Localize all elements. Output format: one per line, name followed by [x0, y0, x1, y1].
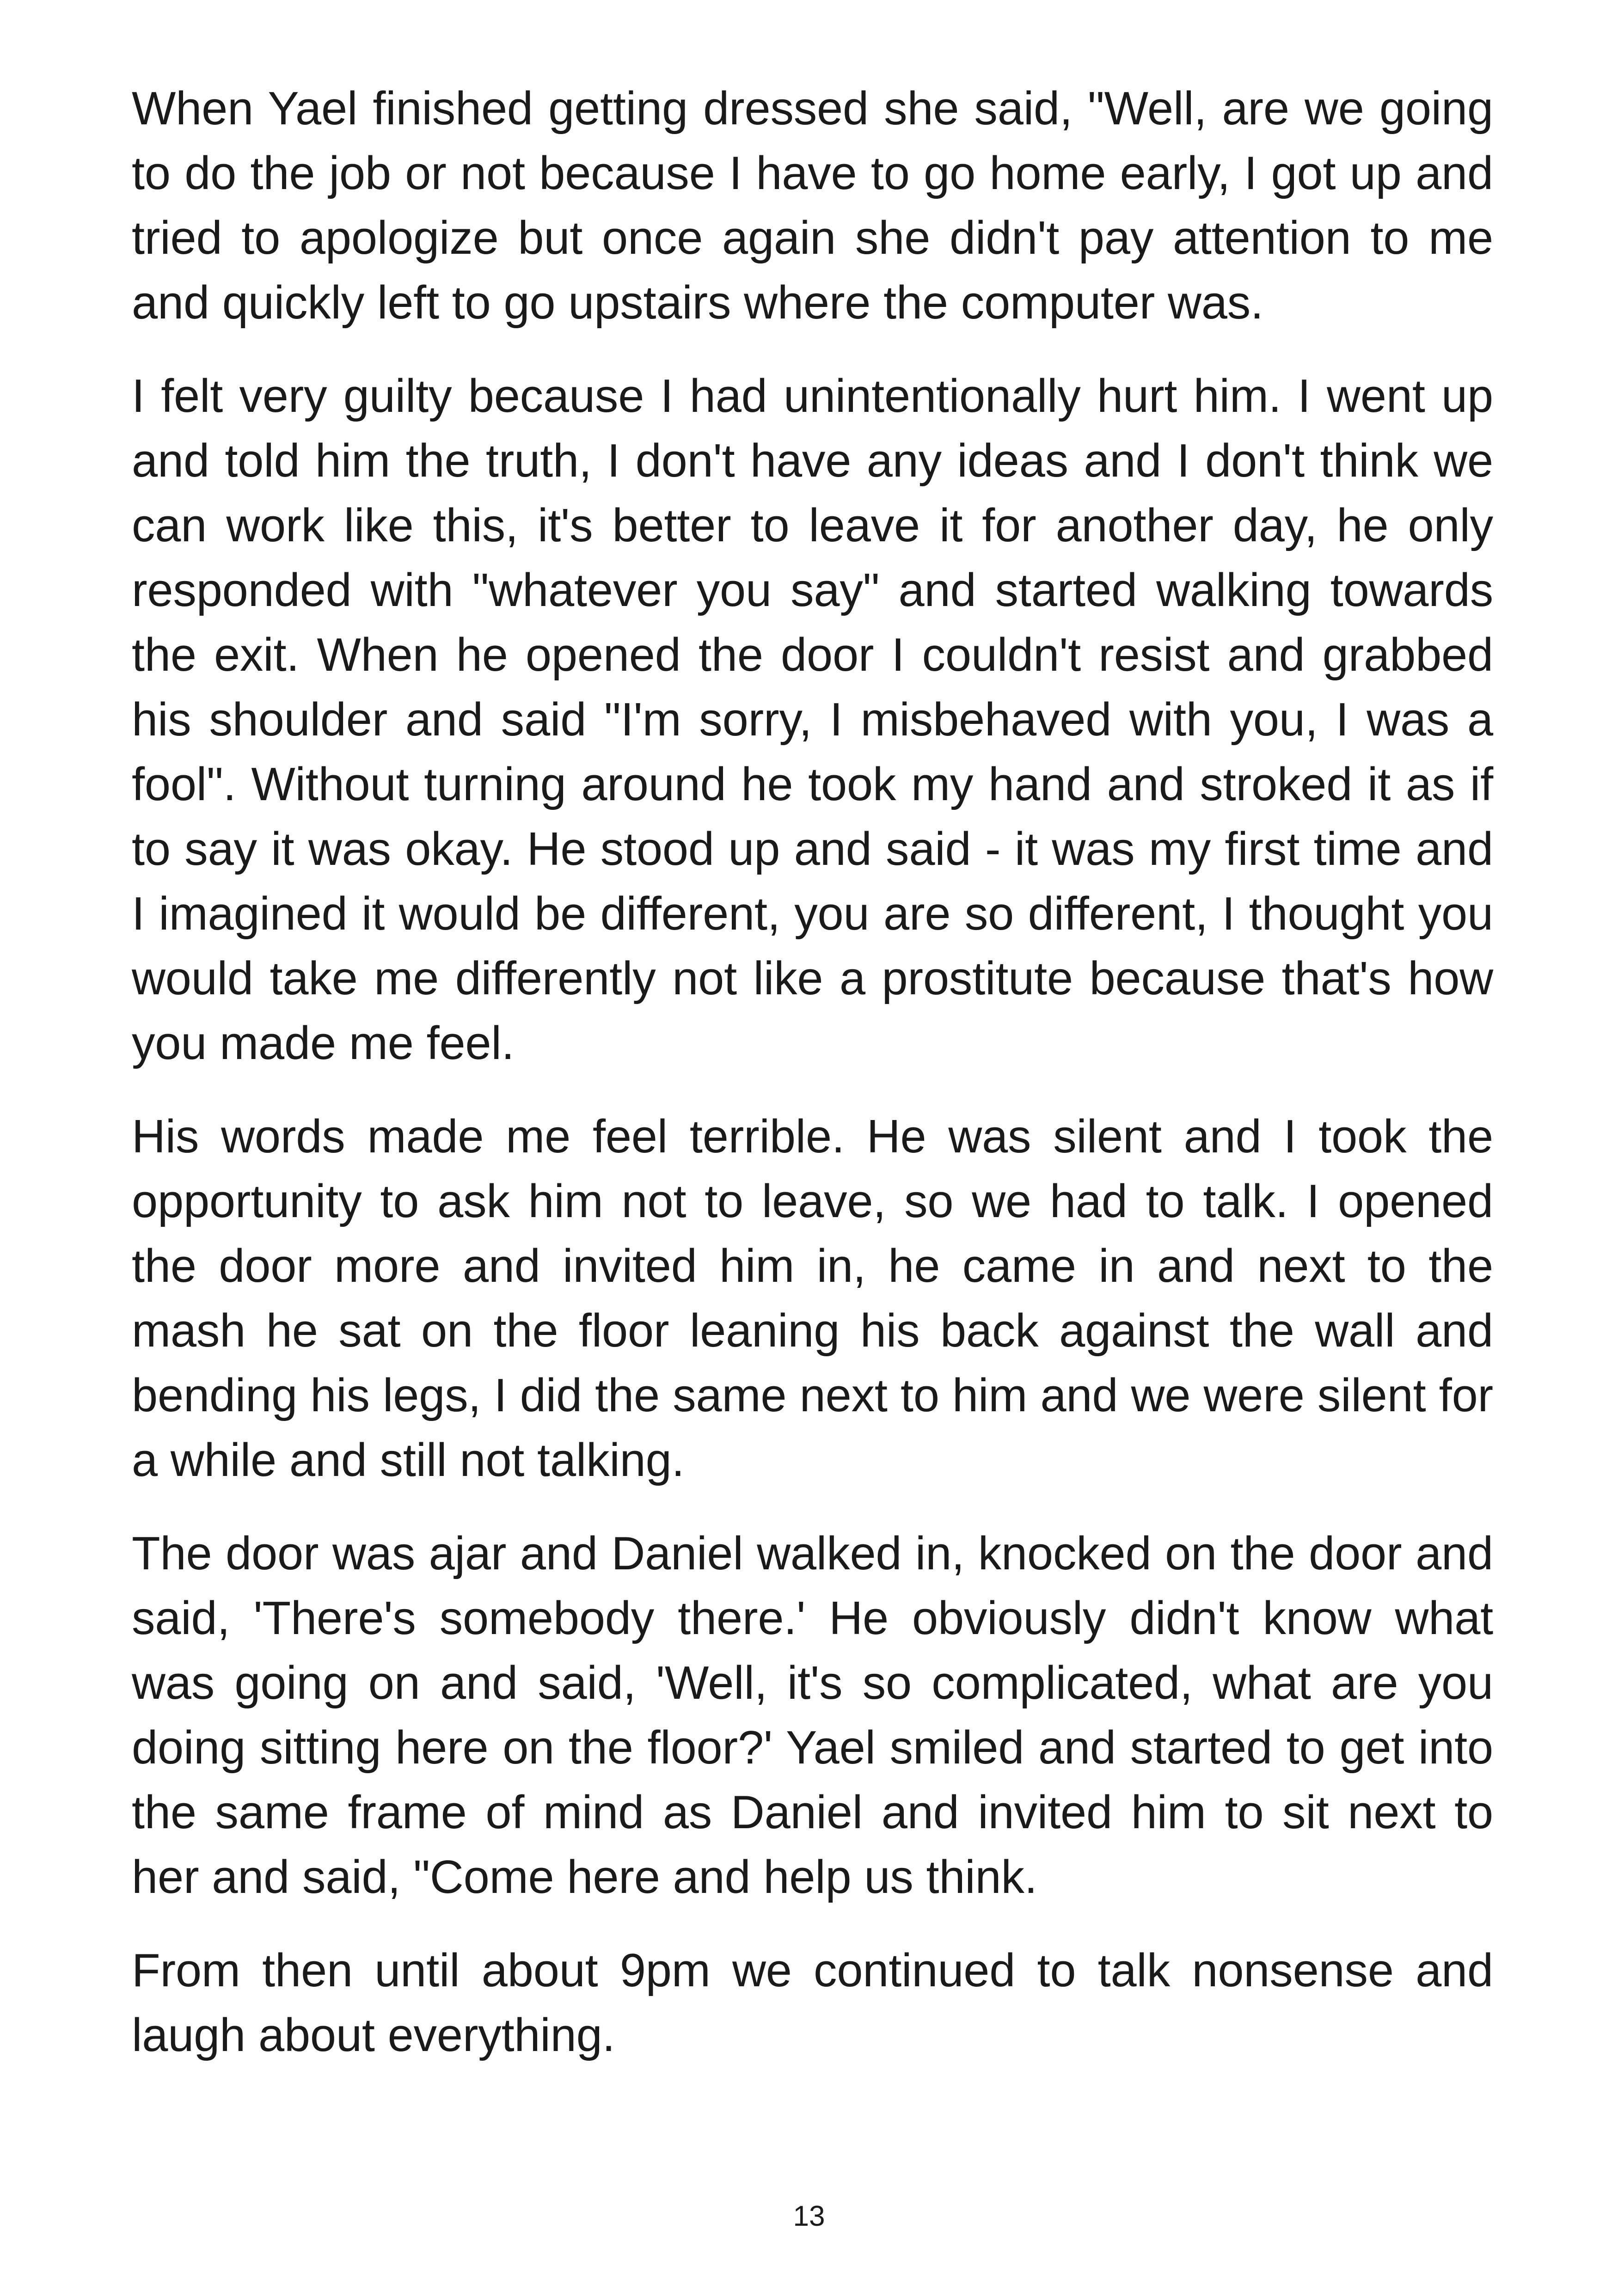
page-number: 13 [793, 2200, 825, 2232]
paragraph-2: I felt very guilty because I had unintentionally hurt him. I went up and told him the truth, I don't have any ideas and I don't think we can work like this, it's better to leave it for another day, he only responded with "whatever you say" and started walking towards the exit. When he opened the door I couldn't resist and grabbed his shoulder and said "I'm sorry, I misbehaved with you, I was a fool". Without turning around he took my hand and stroked it as if to say it was okay. He stood up and said - it was my first time and I imagined it would be different, you are so different, I thought you would take me differently not like a prostitute because that's how you made me feel. [132, 370, 1493, 1069]
paragraph-5: From then until about 9pm we continued to talk nonsense and laugh about everything. [132, 1945, 1493, 2061]
paragraph-4: The door was ajar and Daniel walked in, knocked on the door and said, 'There's somebody there.' He obviously didn't know what was going on and said, 'Well, it's so complicated, what are you doing sitting here on the floor?' Yael smiled and started to get into the same frame of mind as Daniel and invited him to sit next to her and said, "Come here and help us think. [132, 1528, 1493, 1903]
paragraph-3: His words made me feel terrible. He was silent and I took the opportunity to ask him not to leave, so we had to talk. I opened the door more and invited him in, he came in and next to the mash he sat on the floor leaning his back against the wall and bending his legs, I did the same next to him and we were silent for a while and still not talking. [132, 1111, 1493, 1486]
body-text [132, 76, 1493, 2096]
paragraph-1: When Yael finished getting dressed she said, "Well, are we going to do the job or not because I have to go home early, I got up and tried to apologize but once again she didn't pay attention to me and quickly left to go upstairs where the computer was. [132, 83, 1493, 329]
